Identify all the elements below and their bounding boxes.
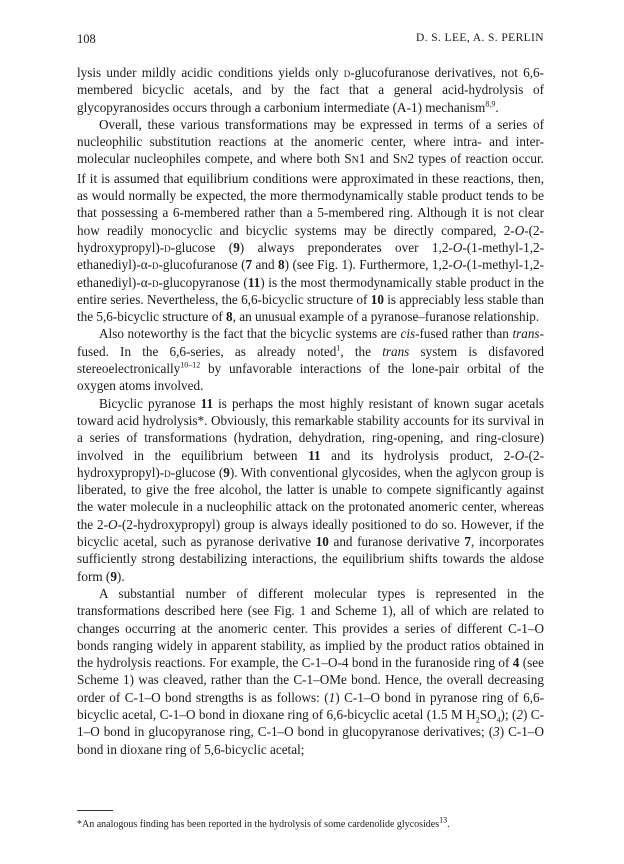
footnote: *An analogous finding has been reported in the hydrolysis of some cardenolide glycosides$^{13}$. xyxy=(77,815,450,830)
paragraph-transformations: Overall, these various transformations may be expressed in terms of a series of nucleophilic substitution reactions at the anomeric center, where intra- and inter-molecular nucleophiles compete, and where both SN1 and SN2 types of reaction occur. If it is assumed that equilibrium conditions were approximated in these reactions, then, as would normally be expected, the more thermodynamically stable product tends to be that possessing a 6-membered rather than a 5-membered ring. Although it is not clear how readily monocyclic and bicyclic systems may be directly compared, 2-O-(2-hydroxypropyl)-d-glucose (9) always preponderates over 1,2-O-(1-methyl-1,2-ethanediyl)-α-d-glucofuranose (7 and 8) (see Fig. 1). Furthermore, 1,2-O-(1-methyl-1,2-ethanediyl)-α-d-glucopyranose (11) is the most thermodynamically stable product in the entire series. Nevertheless, the 6,6-bicyclic structure of 10 is appreciably less stable than the 5,6-bicyclic structure of 8, an unusual example of a pyranose–furanose relationship. xyxy=(77,116,545,325)
footnote-rule xyxy=(77,810,113,811)
paragraph-acid-resistance: Bicyclic pyranose 11 is perhaps the most highly resistant of known sugar acetals toward acid hydrolysis*. Obviously, this remarkable stability accounts for its survival in a series of transformations (hydration, dehydration, ring-opening, and ring-closure) involved in the equilibrium between 11 and its hydrolysis product, 2-O-(2-hydroxypropyl)-d-glucose (9). With conventional glycosides, when the aglycon group is liberated, to give the free alcohol, the latter is unable to compete significantly against the water molecule in a nucleophilic attack on the protonated anomeric center, whereas the 2-O-(2-hydroxypropyl) group is always ideally positioned to do so. However, if the bicyclic acetal, such as pyranose derivative 10 and furanose derivative 7, incorporates sufficiently strong destabilizing interactions, the equilibrium shifts towards the aldose form (9). xyxy=(77,395,545,584)
paragraph-bond-strengths: A substantial number of different molecular types is represented in the transformations described here (see Fig. 1 and Scheme 1), all of which are related to changes occurring at the anomeric center. This provides a series of different C-1–O bonds ranging widely in apparent stability, as implied by the product ratios obtained in the hydrolysis reactions. For example, the C-1–O-4 bond in the furanoside ring of 4 (see Scheme 1) was cleaved, rather than the C-1–OMe bond. Hence, the overall decreasing order of C-1–O bond strengths is as follows: (1) C-1–O bond in pyranose ring of 6,6-bicyclic acetal, C-1–O bond in dioxane ring of 6,6-bicyclic acetal (1.5 M $H_2SO_4$); (2) C-1–O bond in glucopyranose ring, C-1–O bond in glucopyranose derivatives; (3) C-1–O bond in dioxane ring of 5,6-bicyclic acetal; xyxy=(77,585,544,757)
body-text xyxy=(77,64,544,758)
running-head: D. S. LEE, A. S. PERLIN xyxy=(415,32,544,44)
paragraph-cis-fused: Also noteworthy is the fact that the bicyclic systems are cis-fused rather than trans-fused. In the 6,6-series, as already noted$^1$, the trans system is disfavored stereoelectronically$^{10-12}$ by unfavorable interactions of the lone-pair orbital of the oxygen atoms involved. xyxy=(77,326,544,394)
paragraph-continued: lysis under mildly acidic conditions yields only d-glucofuranose derivatives, not 6,6-membered bicyclic acetals, and by the fact that a general acid-hydrolysis of glycopyranosides occurs through a carbonium intermediate (A-1) mechanism$^{8,9}$. xyxy=(77,65,544,115)
page-header xyxy=(77,32,544,50)
page-number: 108 xyxy=(77,32,96,46)
